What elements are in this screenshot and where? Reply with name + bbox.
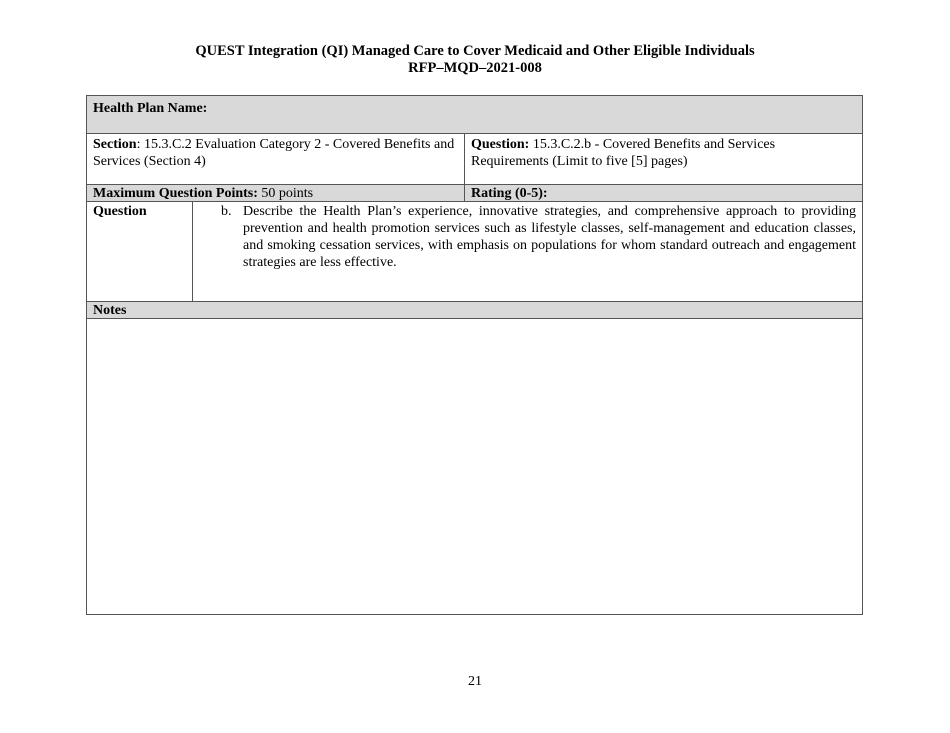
document-title: QUEST Integration (QI) Managed Care to Cover Medicaid and Other Eligible Individuals <box>195 43 755 59</box>
evaluation-form <box>86 95 863 615</box>
section-row <box>87 134 862 185</box>
question-row <box>87 202 862 302</box>
question-text: Describe the Health Plan’s experience, innovative strategies, and comprehensive approach to providing prevention and health promotion services such as lifestyle classes, self-management and education classes, and smoking cessation services, with emphasis on populations for whom standard outreach and engagement strategies are less effective. <box>243 204 856 270</box>
question-ref-value: 15.3.C.2.b - Covered Benefits and Services Requirements (Limit to five [5] pages) <box>471 137 776 169</box>
health-plan-name-label: Health Plan Name: <box>93 101 208 116</box>
rfp-number: RFP–MQD–2021-008 <box>408 60 542 76</box>
max-points-cell <box>87 185 465 201</box>
question-label: Question <box>93 204 147 219</box>
points-row <box>87 185 862 202</box>
question-text-cell <box>193 202 862 301</box>
section-label: Section <box>93 137 137 152</box>
rating-label: Rating (0-5): <box>471 186 548 201</box>
question-ref-cell <box>465 134 862 184</box>
question-ref-label: Question: <box>471 137 530 152</box>
document-header <box>0 43 950 77</box>
section-value: : 15.3.C.2 Evaluation Category 2 - Covered Benefits and Services (Section 4) <box>93 137 455 169</box>
question-item <box>221 203 856 271</box>
max-points-label: Maximum Question Points: <box>93 186 258 201</box>
question-letter: b. <box>221 204 232 219</box>
notes-label: Notes <box>93 303 127 318</box>
section-cell <box>87 134 465 184</box>
max-points-value: 50 points <box>257 186 314 201</box>
question-label-cell <box>87 202 193 301</box>
rating-cell[interactable] <box>465 185 862 201</box>
page-number: 21 <box>468 674 482 689</box>
health-plan-name-row[interactable] <box>87 96 862 134</box>
notes-area[interactable] <box>87 319 862 614</box>
notes-header-row <box>87 302 862 319</box>
